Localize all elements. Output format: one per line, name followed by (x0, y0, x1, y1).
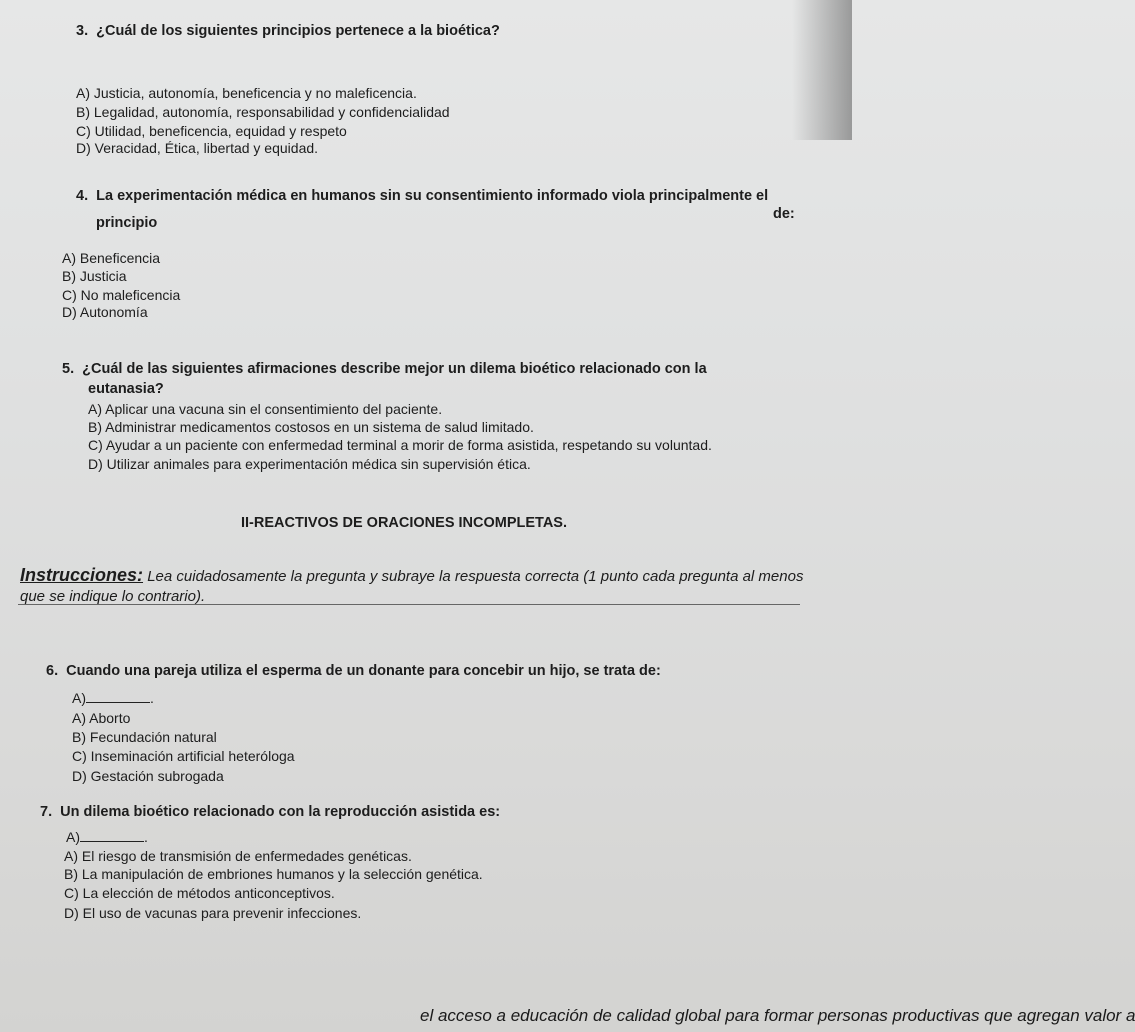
question-4-option-d[interactable]: D) Autonomía (62, 304, 148, 320)
question-3-option-c[interactable]: C) Utilidad, beneficencia, equidad y respeto (76, 123, 347, 139)
question-6-option-d[interactable]: D) Gestación subrogada (72, 768, 224, 784)
question-5-option-c[interactable]: C) Ayudar a un paciente con enfermedad terminal a morir de forma asistida, respetando su voluntad. (88, 437, 712, 453)
instructions-text: Lea cuidadosamente la pregunta y subraye la respuesta correcta (1 punto cada pregunta al menos que se indique lo contrario). (20, 568, 804, 605)
question-7-option-c[interactable]: C) La elección de métodos anticonceptivos. (64, 885, 335, 901)
question-6-option-b[interactable]: B) Fecundación natural (72, 729, 217, 745)
question-3-option-d[interactable]: D) Veracidad, Ética, libertad y equidad. (76, 140, 319, 156)
question-4-text-side: de: (773, 206, 795, 222)
question-5-text: ¿Cuál de las siguientes afirmaciones describe mejor un dilema bioético relacionado con la (82, 361, 707, 377)
instructions (20, 565, 810, 607)
question-5 (62, 360, 707, 378)
question-4-option-c[interactable]: C) No maleficencia (62, 287, 181, 303)
question-4-option-a[interactable]: A) Beneficencia (62, 250, 161, 266)
question-7-blank-label: A) (66, 829, 80, 845)
question-7-answer-blank[interactable] (80, 829, 144, 842)
question-6-option-a[interactable]: A) Aborto (72, 710, 131, 726)
question-6-option-c[interactable]: C) Inseminación artificial heteróloga (72, 748, 295, 764)
question-6-blank-suffix: . (150, 690, 154, 706)
question-5-number: 5. (62, 361, 75, 377)
question-7-number: 7. (40, 804, 53, 820)
question-5-text-line2: eutanasia? (88, 381, 164, 397)
question-7-text: Un dilema bioético relacionado con la reproducción asistida es: (60, 804, 501, 820)
question-6-blank-label: A) (72, 690, 86, 706)
question-4 (76, 187, 768, 205)
question-3 (76, 22, 500, 40)
question-6 (46, 662, 661, 680)
question-6-answer-blank[interactable] (86, 690, 150, 703)
question-7-blank (66, 829, 148, 846)
question-6-number: 6. (46, 663, 59, 679)
question-4-number: 4. (76, 188, 89, 204)
question-6-text: Cuando una pareja utiliza el esperma de un donante para concebir un hijo, se trata de: (66, 663, 661, 679)
page-shadow (792, 0, 852, 140)
question-5-option-a[interactable]: A) Aplicar una vacuna sin el consentimiento del paciente. (88, 401, 443, 417)
question-3-text: ¿Cuál de los siguientes principios pertenece a la bioética? (96, 23, 500, 39)
question-3-option-b[interactable]: B) Legalidad, autonomía, responsabilidad y confidencialidad (76, 104, 450, 120)
question-3-option-a[interactable]: A) Justicia, autonomía, beneficencia y no maleficencia. (76, 85, 417, 101)
instructions-divider (18, 604, 800, 605)
question-5-option-b[interactable]: B) Administrar medicamentos costosos en un sistema de salud limitado. (88, 419, 534, 435)
question-5-option-d[interactable]: D) Utilizar animales para experimentación médica sin supervisión ética. (88, 456, 531, 472)
footer-slogan: el acceso a educación de calidad global para formar personas productivas que agregan valor a (420, 1006, 1135, 1025)
question-3-number: 3. (76, 23, 89, 39)
question-4-text-line2: principio (96, 215, 158, 231)
question-7-option-b[interactable]: B) La manipulación de embriones humanos y la selección genética. (64, 866, 483, 882)
question-4-text: La experimentación médica en humanos sin su consentimiento informado viola principalmente el (96, 188, 769, 204)
question-7-option-d[interactable]: D) El uso de vacunas para prevenir infecciones. (64, 905, 362, 921)
question-6-blank (72, 690, 154, 707)
instructions-lead: Instrucciones: (20, 565, 144, 585)
section-title: II-REACTIVOS DE ORACIONES INCOMPLETAS. (241, 515, 568, 531)
question-7-option-a[interactable]: A) El riesgo de transmisión de enfermedades genéticas. (64, 848, 412, 864)
question-4-option-b[interactable]: B) Justicia (62, 268, 127, 284)
question-7 (40, 803, 500, 821)
question-7-blank-suffix: . (144, 829, 148, 845)
